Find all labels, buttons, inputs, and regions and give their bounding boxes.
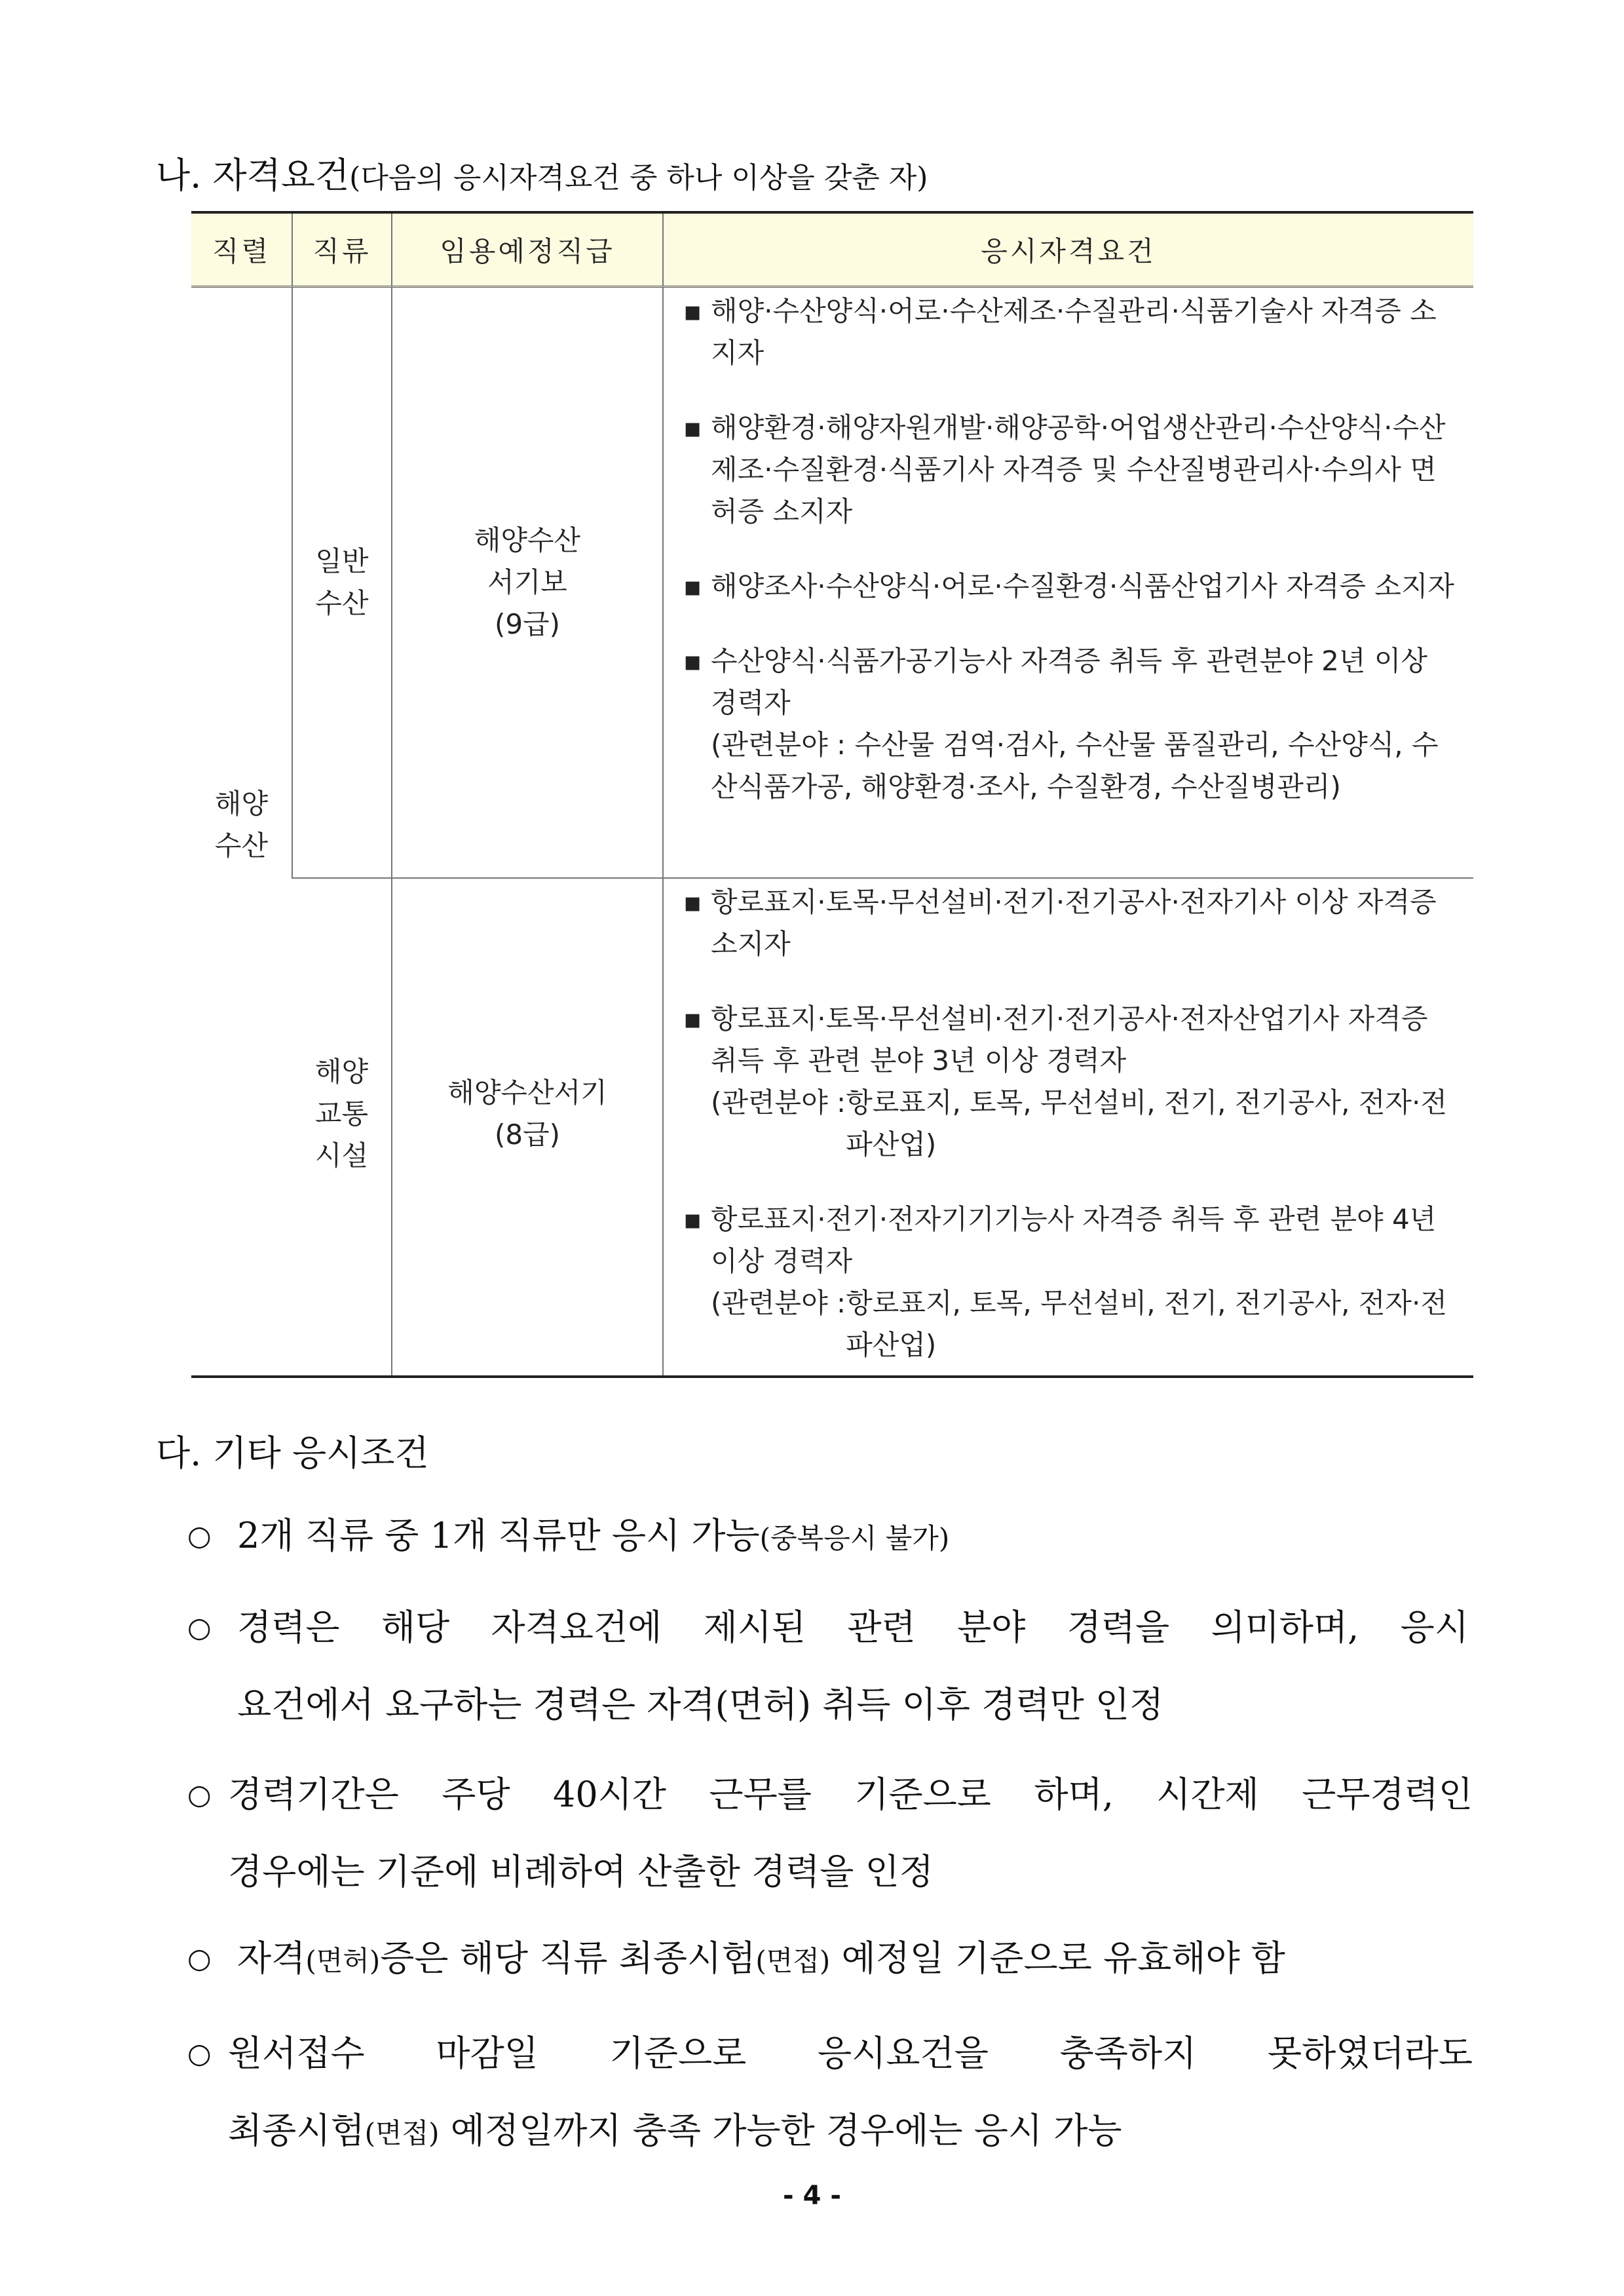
table-row: [191, 287, 1473, 879]
requirements-cell: [663, 878, 1473, 1377]
grade-cell: [392, 878, 663, 1377]
grade-cell: [392, 287, 663, 879]
track-cell: [292, 287, 392, 879]
table-header-row: [191, 212, 1473, 287]
bullet-icon: ▪: [683, 645, 702, 677]
bullet-icon: ▪: [683, 295, 702, 327]
circle-bullet-icon: ○: [187, 1778, 212, 1810]
requirement-item: ▪ 항로표지·전기·전자기기기능사 자격증 취득 후 관련 분야 4년 이상 경력자 (관련분야 : 항로표지, 토목, 무선설비, 전기, 전기공사, 전자·전파산업): [683, 1198, 1460, 1366]
grade-label: 해양수산 서기보 (9급): [474, 524, 581, 640]
circle-bullet-icon: ○: [187, 1520, 212, 1552]
series-label: 해양 수산: [214, 788, 269, 862]
series-cell: [191, 287, 292, 1377]
related-fields-note: (관련분야 : 항로표지, 토목, 무선설비, 전기, 전기공사, 전자·전파산업): [711, 1287, 1447, 1361]
requirement-item: ▪ 해양·수산양식·어로·수산제조·수질관리·식품기술사 자격증 소지자: [683, 290, 1460, 374]
bullet-icon: ▪: [683, 1003, 702, 1035]
section-b-heading: [156, 147, 928, 198]
page-number: - 4 -: [783, 2181, 841, 2211]
grade-label: 해양수산서기 (8급): [447, 1077, 607, 1151]
track-label: 해양 교통 시설: [314, 1056, 369, 1172]
related-fields-note: (관련분야 : 수산물 검역·검사, 수산물 품질관리, 수산양식, 수산식품가공, 해양환경·조사, 수질환경, 수산질병관리): [711, 729, 1439, 803]
requirement-item: ▪ 항로표지·토목·무선설비·전기·전기공사·전자기사 이상 자격증 소지자: [683, 881, 1460, 965]
header-grade: 임용예정직급: [392, 212, 663, 287]
circle-bullet-icon: ○: [187, 1942, 212, 1974]
bullet-icon: ▪: [683, 411, 702, 444]
header-series: 직렬: [191, 212, 292, 287]
section-b-note: (다음의 응시자격요건 중 하나 이상을 갖춘 자): [349, 161, 928, 195]
requirements-table: [191, 211, 1473, 1378]
section-c-heading: [156, 1425, 429, 1476]
requirement-item: ▪ 항로표지·토목·무선설비·전기·전기공사·전자산업기사 자격증 취득 후 관련 분야 3년 이상 경력자 (관련분야 : 항로표지, 토목, 무선설비, 전기, 전기공사, 전자·전파산업): [683, 998, 1460, 1166]
bullet-icon: ▪: [683, 570, 702, 602]
circle-bullet-icon: ○: [187, 2037, 212, 2069]
requirement-item: ▪ 수산양식·식품가공기능사 자격증 취득 후 관련분야 2년 이상 경력자 (관련분야 : 수산물 검역·검사, 수산물 품질관리, 수산양식, 수산식품가공, 해양환경·조사, 수질환경, 수산질병관리): [683, 640, 1460, 808]
circle-bullet-icon: ○: [187, 1611, 212, 1643]
requirement-item: ▪ 해양조사·수산양식·어로·수질환경·식품산업기사 자격증 소지자: [683, 565, 1460, 607]
bullet-icon: ▪: [683, 886, 702, 918]
related-fields-note: (관련분야 : 항로표지, 토목, 무선설비, 전기, 전기공사, 전자·전파산업): [711, 1086, 1447, 1160]
section-b-title: 나. 자격요건: [156, 155, 350, 196]
header-track: 직류: [292, 212, 392, 287]
bullet-icon: ▪: [683, 1203, 702, 1235]
section-c-title: 다. 기타 응시조건: [156, 1432, 429, 1474]
header-requirements: 응시자격요건: [663, 212, 1473, 287]
track-cell: [292, 878, 392, 1377]
table-row: [191, 878, 1473, 1377]
requirement-item: ▪ 해양환경·해양자원개발·해양공학·어업생산관리·수산양식·수산제조·수질환경·식품기사 자격증 및 수산질병관리사·수의사 면허증 소지자: [683, 407, 1460, 533]
track-label: 일반 수산: [315, 545, 369, 619]
requirements-cell: [663, 287, 1473, 879]
